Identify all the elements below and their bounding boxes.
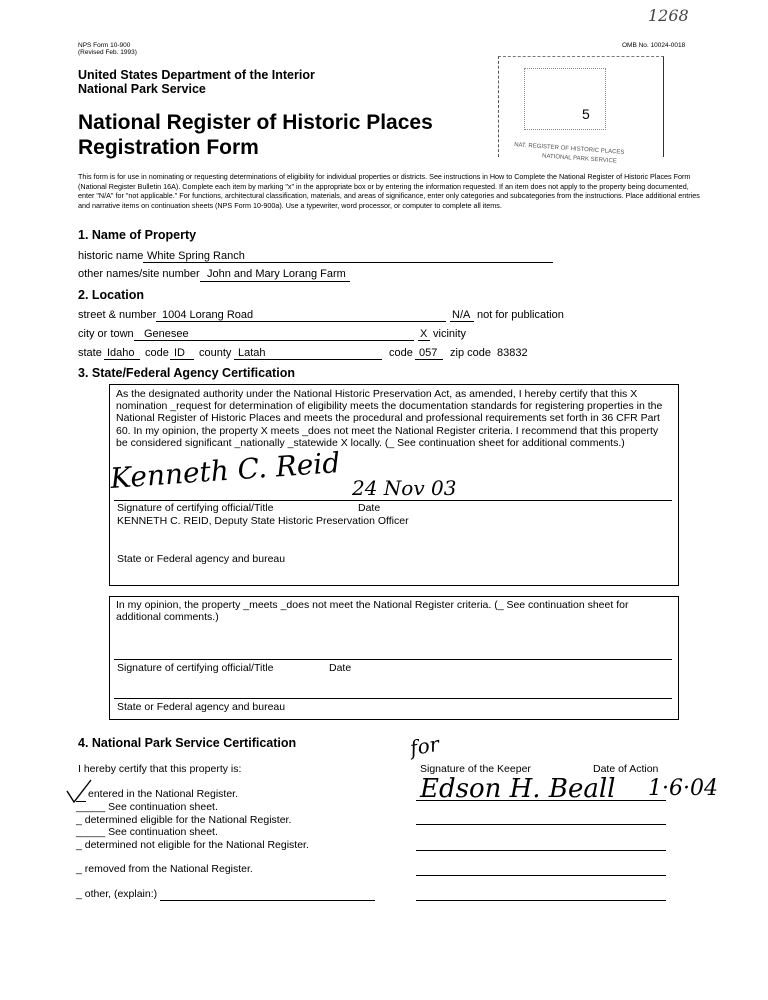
form-id-line2: (Revised Feb. 1993) bbox=[78, 49, 137, 56]
for-handwritten: for bbox=[408, 731, 441, 761]
item-other[interactable]: _ other, (explain:) bbox=[76, 888, 158, 900]
dept-line1: United States Department of the Interior bbox=[78, 68, 315, 82]
official-name: KENNETH C. REID, Deputy State Historic Preservation Officer bbox=[117, 515, 409, 527]
state-label: state bbox=[78, 347, 102, 359]
stamp-text-2: NATIONAL PARK SERVICE bbox=[541, 153, 617, 165]
opinion-sig-label: Signature of certifying official/Title bbox=[117, 662, 274, 674]
keeper-sig-line-4 bbox=[416, 875, 666, 876]
nfp-line bbox=[450, 321, 474, 322]
city-value[interactable]: Genesee bbox=[144, 328, 189, 340]
keeper-signature-handwritten: Edson H. Beall bbox=[420, 774, 616, 804]
stamp-text: NAT. REGISTER OF HISTORIC PLACES bbox=[513, 142, 625, 156]
code-value[interactable]: ID bbox=[174, 347, 185, 359]
keeper-label: Signature of the Keeper bbox=[420, 763, 531, 775]
street-value[interactable]: 1004 Lorang Road bbox=[162, 309, 254, 321]
city-label: city or town bbox=[78, 328, 134, 340]
zip-label: zip code bbox=[450, 347, 491, 359]
item-not-eligible[interactable]: _ determined not eligible for the National Register. bbox=[76, 839, 309, 851]
historic-name-value[interactable]: White Spring Ranch bbox=[147, 250, 245, 262]
county-value[interactable]: Latah bbox=[238, 347, 266, 359]
opinion-agency-label: State or Federal agency and bureau bbox=[117, 701, 286, 713]
stamp-digit: 5 bbox=[582, 106, 590, 122]
keeper-sig-line-3 bbox=[416, 850, 666, 851]
keeper-sig-line-2 bbox=[416, 824, 666, 825]
section4-heading: 4. National Park Service Certification bbox=[78, 736, 297, 750]
other-names-line bbox=[200, 281, 350, 282]
department bbox=[78, 68, 315, 96]
date-handwritten: 24 Nov 03 bbox=[352, 476, 457, 500]
code2-label: code bbox=[389, 347, 413, 359]
zip-value[interactable]: 83832 bbox=[497, 347, 528, 359]
historic-name-label: historic name bbox=[78, 250, 144, 262]
code-label: code bbox=[145, 347, 169, 359]
section3-heading: 3. State/Federal Agency Certification bbox=[78, 366, 295, 380]
opinion-text: In my opinion, the property _meets _does not meet the National Register criteria. (_ See continuation sheet for additional comments.) bbox=[116, 599, 629, 624]
other-names-value[interactable]: John and Mary Lorang Farm bbox=[207, 268, 346, 280]
other-names-label: other names/site number bbox=[78, 268, 200, 280]
instructions: This form is for use in nominating or requesting determinations of eligibility for individual properties or districts. See instructions in How to Complete the National Register of Historic Places Form (National Register Bulletin 16A). Complete each item by marking "x" in the appropriate box or by entering the information requested. If an item does not apply to the property being documented, enter "N/A" for "not applicable." For functions, architectural classification, materials, and areas of significance, enter only categories and subcategories from the instructions. Place additional entries and narrative items on continuation sheets (NPS Form 10-900a). Use a typewriter, word processor, or computer to complete all items. bbox=[78, 172, 700, 210]
state-line bbox=[104, 359, 140, 360]
vicinity-value[interactable]: X bbox=[420, 328, 428, 340]
cert-text: As the designated authority under the National Historic Preservation Act, as amended, I hereby certify that this X nomination _request for determination of eligibility meets the documentation standards for registering properties in the National Register of Historic Places and meets the procedural and professional requirements set forth in 36 CFR Part 60. In my opinion, the property X meets _does not meet the National Register criteria. I recommend that this property be considered significant _nationally _statewide X locally. (_ See continuation sheet for additional comments.) bbox=[116, 388, 663, 449]
opinion-sig-line bbox=[114, 659, 672, 660]
street-label: street & number bbox=[78, 309, 157, 321]
section1-heading: 1. Name of Property bbox=[78, 228, 197, 242]
omb-number: OMB No. 10024-0018 bbox=[622, 42, 686, 49]
keeper-sig-line-1 bbox=[416, 800, 666, 801]
item-determined-eligible[interactable]: _ determined eligible for the National Register. bbox=[76, 814, 292, 826]
city-line bbox=[134, 340, 414, 341]
item-continuation-1[interactable]: _____ See continuation sheet. bbox=[76, 801, 218, 813]
form-id-line1: NPS Form 10-900 bbox=[78, 42, 131, 49]
code2-value[interactable]: 057 bbox=[419, 347, 438, 359]
cert-sig-line bbox=[114, 500, 672, 501]
opinion-date-label: Date bbox=[329, 662, 352, 674]
item-continuation-2[interactable]: _____ See continuation sheet. bbox=[76, 826, 218, 838]
title-line1: National Register of Historic Places bbox=[78, 111, 433, 134]
street-line bbox=[156, 321, 446, 322]
action-label: Date of Action bbox=[593, 763, 659, 775]
item-removed[interactable]: _ removed from the National Register. bbox=[76, 863, 253, 875]
received-stamp bbox=[484, 48, 680, 170]
title-line2: Registration Form bbox=[78, 136, 259, 159]
vicinity-label: vicinity bbox=[433, 328, 467, 340]
code-line bbox=[170, 359, 194, 360]
opinion-agency-line bbox=[114, 698, 672, 699]
action-date-handwritten: 1·6·04 bbox=[648, 776, 718, 801]
code2-line bbox=[415, 359, 443, 360]
nfp-label: not for publication bbox=[477, 309, 564, 321]
agency-label: State or Federal agency and bureau bbox=[117, 553, 286, 565]
form-id bbox=[78, 42, 137, 56]
page-title bbox=[78, 110, 433, 160]
cert-date-label: Date bbox=[358, 502, 381, 514]
state-value[interactable]: Idaho bbox=[107, 347, 135, 359]
section2-heading: 2. Location bbox=[78, 288, 144, 302]
item-entered[interactable]: entered in the National Register. bbox=[88, 788, 239, 800]
nfp-value[interactable]: N/A bbox=[452, 309, 471, 321]
keeper-sig-line-5 bbox=[416, 900, 666, 901]
certify-text: I hereby certify that this property is: bbox=[78, 763, 242, 775]
other-explain-line bbox=[160, 900, 375, 901]
signature-handwritten: Kenneth C. Reid bbox=[109, 446, 342, 495]
cert-sig-label: Signature of certifying official/Title bbox=[117, 502, 274, 514]
vicinity-line bbox=[418, 340, 430, 341]
county-line bbox=[234, 359, 382, 360]
historic-name-line bbox=[143, 262, 553, 263]
county-label: county bbox=[199, 347, 232, 359]
dept-line2: National Park Service bbox=[78, 82, 206, 96]
stamp-number: 1268 bbox=[648, 6, 689, 25]
